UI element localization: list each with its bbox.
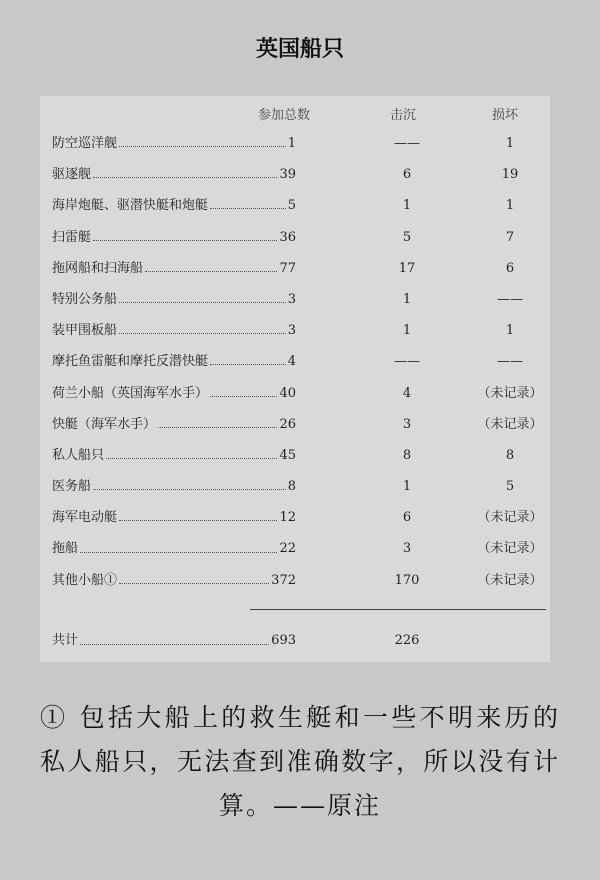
sunk-count: 1	[402, 479, 412, 495]
total-sunk: 226	[394, 633, 420, 648]
ship-type: 摩托鱼雷艇和摩托反潜快艇	[52, 354, 209, 370]
ship-type: 装甲围板船	[52, 323, 118, 339]
ship-type: 扫雷艇	[52, 229, 92, 245]
sunk-count: 1	[402, 291, 412, 307]
sunk-count: 6	[402, 510, 412, 526]
total-name-cell	[52, 629, 296, 653]
damaged-count: （未记录）	[477, 510, 543, 526]
sunk-count: ——	[394, 136, 420, 151]
page-title: 英国船只	[255, 37, 344, 62]
sunk-count: 3	[402, 541, 412, 557]
name-cell	[52, 502, 296, 533]
dot-leader	[93, 177, 277, 178]
ship-type: 防空巡洋舰	[52, 136, 118, 151]
table-row	[40, 409, 550, 440]
table-row	[40, 533, 550, 564]
damaged-count: 1	[505, 323, 515, 339]
participating-count: 26	[279, 416, 296, 432]
ship-type: 其他小船①	[52, 572, 118, 588]
ship-type: 拖船	[52, 541, 79, 557]
dot-leader	[119, 302, 286, 303]
damaged-count: ——	[497, 291, 523, 307]
name-cell	[52, 222, 296, 253]
ship-type: 驱逐舰	[52, 167, 92, 183]
sunk-count: 3	[402, 416, 412, 432]
ship-type: 特别公务船	[52, 291, 118, 307]
dot-leader	[210, 208, 286, 209]
name-cell	[52, 128, 296, 159]
dot-leader	[119, 333, 286, 334]
name-cell	[52, 284, 296, 315]
footnote: ① 包括大船上的救生艇和一些不明来历的私人船只，无法查到准确数字，所以没有计算。——原注	[40, 703, 560, 820]
table-row	[40, 190, 550, 221]
dot-leader	[119, 146, 286, 147]
name-cell	[52, 190, 296, 221]
participating-count: 372	[271, 572, 296, 588]
table-row	[40, 315, 550, 346]
damaged-count: 8	[505, 447, 515, 463]
participating-count: 39	[279, 167, 296, 183]
participating-count: 3	[287, 323, 296, 339]
sunk-count: 5	[402, 229, 412, 245]
ship-type: 海军电动艇	[52, 510, 118, 526]
dot-leader	[93, 489, 286, 490]
total-separator	[250, 609, 546, 610]
participating-count: 45	[279, 447, 296, 463]
name-cell	[52, 409, 296, 440]
dot-leader	[145, 271, 277, 272]
column-header-sunk: 击沉	[390, 108, 417, 123]
dot-leader	[119, 520, 277, 521]
table-body	[40, 128, 550, 596]
damaged-count: ——	[497, 354, 523, 370]
table-row	[40, 253, 550, 284]
damaged-count: （未记录）	[477, 416, 543, 432]
dot-leader	[210, 396, 277, 397]
ship-type: 快艇（海军水手）	[52, 416, 157, 432]
sunk-count: 4	[402, 385, 412, 401]
name-cell	[52, 440, 296, 471]
participating-count: 5	[287, 198, 296, 214]
damaged-count: 7	[505, 229, 515, 245]
total-count: 693	[271, 633, 296, 648]
sunk-count: 1	[402, 198, 412, 214]
dot-leader	[106, 458, 277, 459]
damaged-count: （未记录）	[477, 572, 543, 588]
name-cell	[52, 253, 296, 284]
sunk-count: 6	[402, 167, 412, 183]
sunk-count: 17	[398, 260, 416, 276]
damaged-count: （未记录）	[477, 385, 543, 401]
ship-type: 私人船只	[52, 447, 105, 463]
table-row	[40, 565, 550, 596]
participating-count: 77	[279, 260, 296, 276]
name-cell	[52, 471, 296, 502]
participating-count: 40	[279, 385, 296, 401]
participating-count: 22	[279, 541, 296, 557]
dot-leader	[80, 552, 277, 553]
dot-leader	[80, 644, 269, 645]
name-cell	[52, 378, 296, 409]
ship-type: 荷兰小船（英国海军水手）	[52, 385, 209, 401]
table-row	[40, 128, 550, 159]
damaged-count: 6	[505, 260, 515, 276]
table-row	[40, 471, 550, 502]
name-cell	[52, 533, 296, 564]
damaged-count: 1	[505, 198, 515, 214]
name-cell	[52, 346, 296, 377]
ship-type: 海岸炮艇、驱潜快艇和炮艇	[52, 198, 209, 214]
damaged-count: 19	[501, 167, 519, 183]
dot-leader	[158, 427, 277, 428]
dot-leader	[93, 240, 277, 241]
table-row	[40, 222, 550, 253]
table-row	[40, 159, 550, 190]
total-label: 共计	[52, 633, 79, 648]
sunk-count: 1	[402, 323, 412, 339]
column-header-total: 参加总数	[258, 108, 311, 123]
participating-count: 36	[279, 229, 296, 245]
dot-leader	[119, 583, 269, 584]
dot-leader	[210, 364, 286, 365]
ship-type: 医务船	[52, 479, 92, 495]
participating-count: 1	[287, 136, 296, 151]
name-cell	[52, 159, 296, 190]
ships-table	[40, 96, 550, 662]
name-cell	[52, 565, 296, 596]
participating-count: 12	[279, 510, 296, 526]
total-row	[40, 629, 550, 653]
name-cell	[52, 315, 296, 346]
damaged-count: （未记录）	[477, 541, 543, 557]
damaged-count: 5	[505, 479, 515, 495]
column-header-damaged: 损坏	[492, 108, 519, 123]
sunk-count: 8	[402, 447, 412, 463]
table-row	[40, 378, 550, 409]
participating-count: 4	[287, 354, 296, 370]
sunk-count: 170	[394, 572, 420, 588]
sunk-count: ——	[394, 354, 420, 370]
table-row	[40, 284, 550, 315]
table-row	[40, 440, 550, 471]
participating-count: 3	[287, 291, 296, 307]
ship-type: 拖网船和扫海船	[52, 260, 144, 276]
damaged-count: 1	[505, 136, 515, 151]
table-row	[40, 346, 550, 377]
participating-count: 8	[287, 479, 296, 495]
table-row	[40, 502, 550, 533]
